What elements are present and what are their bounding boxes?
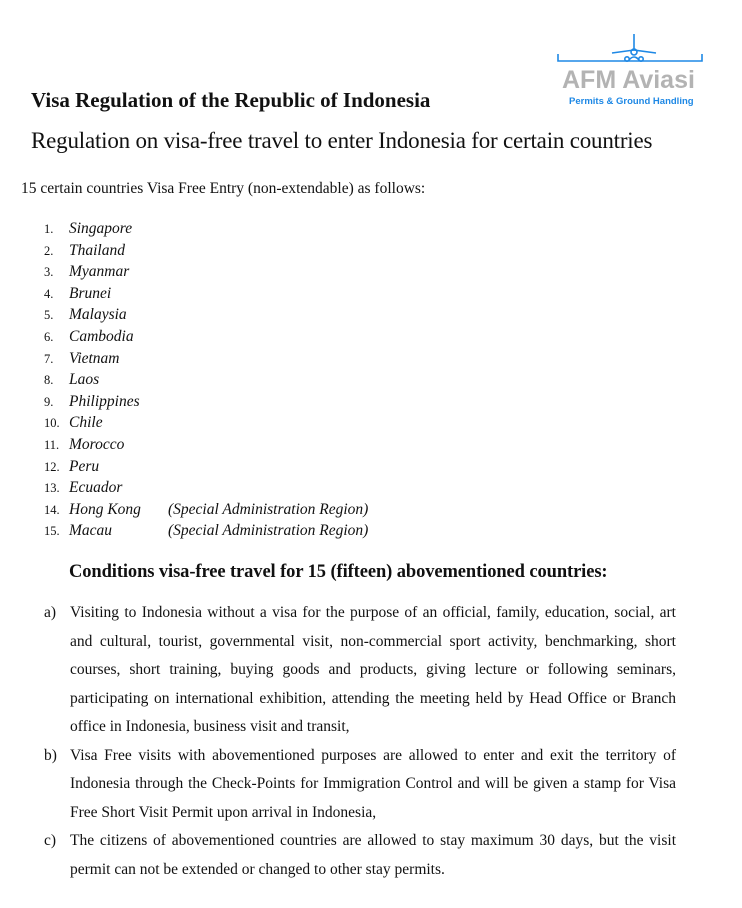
country-name: Singapore — [69, 220, 133, 237]
condition-text: Visiting to Indonesia without a visa for the purpose of an official, family, education, social, art and cultural, tourist, governmental visit, non-commercial sport activity, benchmarking, short courses, short training, buying goods and products, giving lecture or following seminars, participating on international exhibition, attending the meeting held by Head Office or Branch office in Indonesia, business visit and transit, — [70, 604, 676, 735]
list-item — [44, 349, 368, 371]
country-name: Morocco — [69, 435, 125, 453]
country-name: Macau — [69, 522, 113, 540]
item-number: 10. — [44, 416, 60, 431]
country-name: Cambodia — [69, 327, 134, 345]
item-number: 5. — [44, 308, 54, 323]
country-name: Hong Kong — [69, 500, 141, 518]
country-name: Chile — [69, 414, 103, 432]
item-number: 6. — [44, 329, 54, 344]
condition-item — [44, 599, 676, 742]
list-item — [44, 219, 368, 241]
list-item — [44, 262, 368, 284]
intro-text: 15 certain countries Visa Free Entry (non-extendable) as follows: — [21, 180, 426, 197]
condition-item — [44, 827, 676, 884]
list-item — [44, 457, 368, 479]
list-item — [44, 305, 368, 327]
list-item — [44, 327, 368, 349]
country-note: (Special Administration Region) — [168, 500, 369, 518]
country-name: Brunei — [69, 284, 112, 302]
country-name: Malaysia — [69, 306, 127, 324]
list-item — [44, 435, 368, 457]
list-item — [44, 241, 368, 263]
document-subtitle: Regulation on visa-free travel to enter Indonesia for certain countries — [31, 128, 653, 153]
company-logo — [556, 32, 706, 112]
country-list — [44, 219, 368, 543]
item-number: 11. — [44, 437, 60, 452]
condition-text: The citizens of abovementioned countries are allowed to stay maximum 30 days, but the visit permit can not be extended or changed to other stay permits. — [70, 832, 676, 878]
item-number: 8. — [44, 373, 54, 388]
item-number: 3. — [44, 265, 54, 280]
logo-tagline: Permits & Ground Handling — [569, 96, 694, 107]
item-number: 15. — [44, 524, 60, 539]
airplane-icon — [556, 32, 706, 68]
country-name: Myanmar — [69, 263, 130, 281]
document-title: Visa Regulation of the Republic of Indonesia — [31, 88, 431, 112]
logo-brand-main: AFM — [562, 66, 617, 94]
list-item — [44, 478, 368, 500]
item-number: 7. — [44, 351, 54, 366]
logo-wordmark — [562, 66, 695, 95]
item-number: 14. — [44, 502, 60, 517]
conditions-list — [44, 599, 676, 884]
conditions-heading: Conditions visa-free travel for 15 (fifteen) abovementioned countries: — [69, 562, 608, 582]
item-number: 9. — [44, 394, 54, 409]
logo-brand-secondary: Aviasi — [622, 66, 695, 94]
item-number: 12. — [44, 459, 60, 474]
country-name: Peru — [69, 457, 100, 475]
condition-item — [44, 742, 676, 828]
item-number: 2. — [44, 243, 54, 258]
item-number: 4. — [44, 286, 54, 301]
list-item — [44, 392, 368, 414]
list-item — [44, 413, 368, 435]
country-name: Vietnam — [69, 349, 120, 367]
country-note: (Special Administration Region) — [168, 522, 369, 540]
list-item — [44, 500, 368, 522]
list-item — [44, 284, 368, 306]
item-number: 1. — [44, 222, 54, 236]
country-name: Thailand — [69, 241, 125, 259]
country-name: Laos — [69, 371, 100, 389]
condition-marker: a) — [44, 604, 57, 621]
list-item — [44, 521, 368, 543]
country-name: Ecuador — [69, 479, 123, 497]
condition-marker: c) — [44, 832, 57, 849]
list-item — [44, 370, 368, 392]
country-name: Philippines — [69, 392, 140, 410]
condition-marker: b) — [44, 746, 57, 764]
item-number: 13. — [44, 481, 60, 496]
condition-text: Visa Free visits with abovementioned purposes are allowed to enter and exit the territory of Indonesia through the Check-Points for Immigration Control and will be given a stamp for Visa Free Short Visit Permit upon arrival in Indonesia, — [70, 746, 676, 821]
